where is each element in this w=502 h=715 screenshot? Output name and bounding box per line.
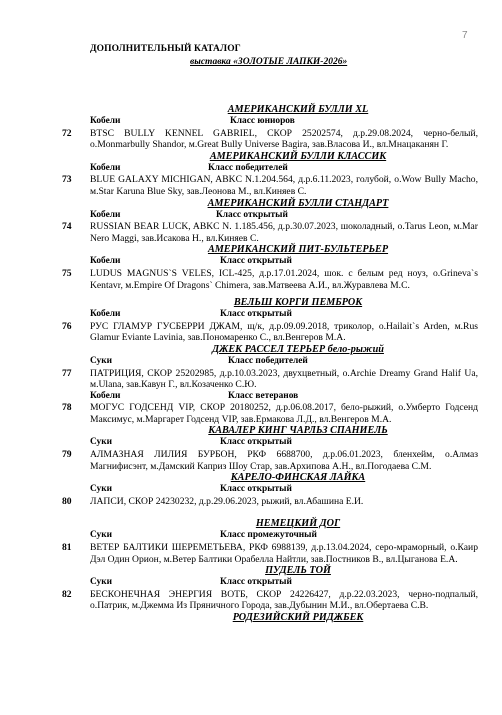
class-row <box>58 577 478 589</box>
entry-text: БЕСКОНЕЧНАЯ ЭНЕРГИЯ ВОТБ, СКОР 24226427, д.р.22.03.2023, черно-подпалый, о.Патрик, м.Джемма Из Пряничного Города, зав.Дубынин М.И., вл.Обертаева С.В. <box>90 588 478 612</box>
catalog-entry <box>58 128 478 151</box>
catalog-entry <box>58 589 478 612</box>
entry-number: 76 <box>62 320 72 332</box>
entry-text: АЛМАЗНАЯ ЛИЛИЯ БУРБОН, РКФ 6688700, д.р.06.01.2023, бленхейм, о.Алмаз Магнифисэнт, м.Дамский Каприз Шоу Стар, зав.Архипова А.Н., вл.Погодаева С.М. <box>90 449 478 472</box>
sex-label: Суки <box>90 355 113 366</box>
entry-number: 77 <box>62 367 72 379</box>
class-label: Класс ветеранов <box>228 390 299 401</box>
class-label: Класс открытый <box>220 437 292 448</box>
entry-text: RUSSIAN BEAR LUCK, ABKC N. 1.185.456, д.р.30.07.2023, шоколадный, о.Tarus Leon, м.Mar Nero Maggi, зав.Исакова Н., вл.Киняев С. <box>90 221 478 244</box>
class-row <box>58 309 478 321</box>
sex-label: Суки <box>90 577 113 588</box>
page-number: 7 <box>462 30 468 41</box>
class-label: Класс открытый <box>220 309 292 320</box>
class-row <box>58 484 478 496</box>
catalog-entry <box>58 542 478 565</box>
entry-number: 73 <box>62 174 72 186</box>
class-label: Класс юниоров <box>230 116 295 126</box>
class-row <box>58 116 478 128</box>
class-label: Класс открытый <box>216 209 288 220</box>
entry-text: МОГУС ГОДСЕНД VIP, СКОР 20180252, д.р.06.08.2017, бело-рыжий, о.Умберто Годсенд Максимус, м.Маргарет Годсенд VIP, зав.Ермакова Л.Д., вл.Венгеров М.А. <box>90 402 478 425</box>
catalog-subtitle: выставка «ЗОЛОТЫЕ ЛАПКИ-2026» <box>190 57 348 67</box>
catalog-entry <box>58 368 478 391</box>
catalog-entry <box>58 268 478 291</box>
class-label: Класс победителей <box>228 355 308 366</box>
breed-heading: ПУДЕЛЬ ТОЙ <box>265 565 331 577</box>
breed-heading: АМЕРИКАНСКИЙ БУЛЛИ КЛАССИК <box>209 150 387 162</box>
class-row <box>58 356 478 368</box>
sex-label: Кобели <box>90 256 121 267</box>
sex-label: Кобели <box>90 162 121 173</box>
breed-heading: НЕМЕЦКИЙ ДОГ <box>255 518 341 530</box>
class-row <box>58 437 478 449</box>
class-row <box>58 210 478 222</box>
entry-text: ЛАПСИ, СКОР 24230232, д.р.29.06.2023, рыжий, вл.Абашина Е.И. <box>90 495 364 507</box>
catalog-entry <box>58 174 478 197</box>
catalog-entry <box>58 402 478 425</box>
entry-number: 81 <box>62 542 72 554</box>
class-row <box>58 391 478 403</box>
sex-label: Кобели <box>90 209 121 220</box>
breed-heading: АМЕРИКАНСКИЙ БУЛЛИ XL <box>227 104 369 115</box>
entry-number: 82 <box>62 588 72 600</box>
catalog-entry <box>58 449 478 472</box>
breed-heading: РОДЕЗИЙСКИЙ РИДЖБЕК <box>232 612 364 623</box>
breed-heading: КАВАЛЕР КИНГ ЧАРЛЬЗ СПАНИЕЛЬ <box>208 425 388 437</box>
entry-text: BLUE GALAXY MICHIGAN, ABKC N.1.204.564, д.р.6.11.2023, голубой, о.Wow Bully Macho, м.Star Karuna Blue Sky, зав.Леонова М., вл.Киняев С. <box>90 174 478 197</box>
class-label: Класс открытый <box>220 484 292 495</box>
class-label: Класс промежуточный <box>220 530 317 541</box>
entry-number: 80 <box>62 495 72 507</box>
entry-number: 75 <box>62 267 72 279</box>
class-row <box>58 163 478 175</box>
class-row <box>58 256 478 268</box>
catalog-content <box>58 104 478 624</box>
entry-number: 74 <box>62 221 72 233</box>
catalog-entry <box>58 496 478 508</box>
class-label: Класс победителей <box>208 162 288 173</box>
sex-label: Суки <box>90 530 113 541</box>
sex-label: Кобели <box>90 116 121 126</box>
sex-label: Кобели <box>90 309 121 320</box>
entry-text: LUDUS MAGNUS`S VELES, ICL-425, д.р.17.01.2024, шок. с белым ред ноуз, o.Grineva`s Kentavr, м.Empire Of Dragons` Chimera, зав.Матвеева А.И., вл.Журавлева М.С. <box>90 267 478 291</box>
breed-heading: КАРЕЛО-ФИНСКАЯ ЛАЙКА <box>230 472 366 484</box>
breed-heading: АМЕРИКАНСКИЙ ПИТ-БУЛЬТЕРЬЕР <box>207 244 389 256</box>
breed-heading: ВЕЛЬШ КОРГИ ПЕМБРОК <box>233 297 363 309</box>
entry-number: 78 <box>62 402 72 414</box>
class-row <box>58 530 478 542</box>
entry-text: BTSC BULLY KENNEL GABRIEL, СКОР 25202574, д.р.29.08.2024, черно-белый, о.Monmarbully Shandor, м.Great Bully Universe Bagira, зав.Власова И., вл.Мнацаканян Г. <box>90 127 478 151</box>
sex-label: Суки <box>90 437 113 448</box>
sex-label: Суки <box>90 484 113 495</box>
breed-heading: ДЖЕК РАССЕЛ ТЕРЬЕР бело-рыжий <box>212 343 384 355</box>
entry-number: 72 <box>62 127 72 139</box>
breed-heading: АМЕРИКАНСКИЙ БУЛЛИ СТАНДАРТ <box>207 197 389 209</box>
entry-text: РУС ГЛАМУР ГУСБЕРРИ ДЖАМ, щ/к, д.р.09.09.2018, триколор, о.Hailait`s Arden, м.Rus Glamur Eviante Lavinia, зав.Пономаренко С., вл.Венгеров М.А. <box>90 320 478 344</box>
catalog-title: ДОПОЛНИТЕЛЬНЫЙ КАТАЛОГ <box>90 44 241 54</box>
class-label: Класс открытый <box>220 256 292 267</box>
class-label: Класс открытый <box>220 577 292 588</box>
sex-label: Кобели <box>90 390 121 401</box>
entry-text: ВЕТЕР БАЛТИКИ ШЕРЕМЕТЬЕВА, РКФ 6988139, д.р.13.04.2024, серо-мраморный, о.Каир Дэл Один Орион, м.Ветер Балтики Орабелла Найтли, зав.Постников В., вл.Цыганова Е.А. <box>90 542 478 565</box>
catalog-entry <box>58 221 478 244</box>
entry-number: 79 <box>62 449 72 461</box>
catalog-entry <box>58 321 478 344</box>
entry-text: ПАТРИЦИЯ, СКОР 25202985, д.р.10.03.2023, двухцветный, о.Archie Dreamy Grand Halif Ua, м.Ulana, зав.Кавун Г., вл.Козаченко С.Ю. <box>90 367 478 391</box>
